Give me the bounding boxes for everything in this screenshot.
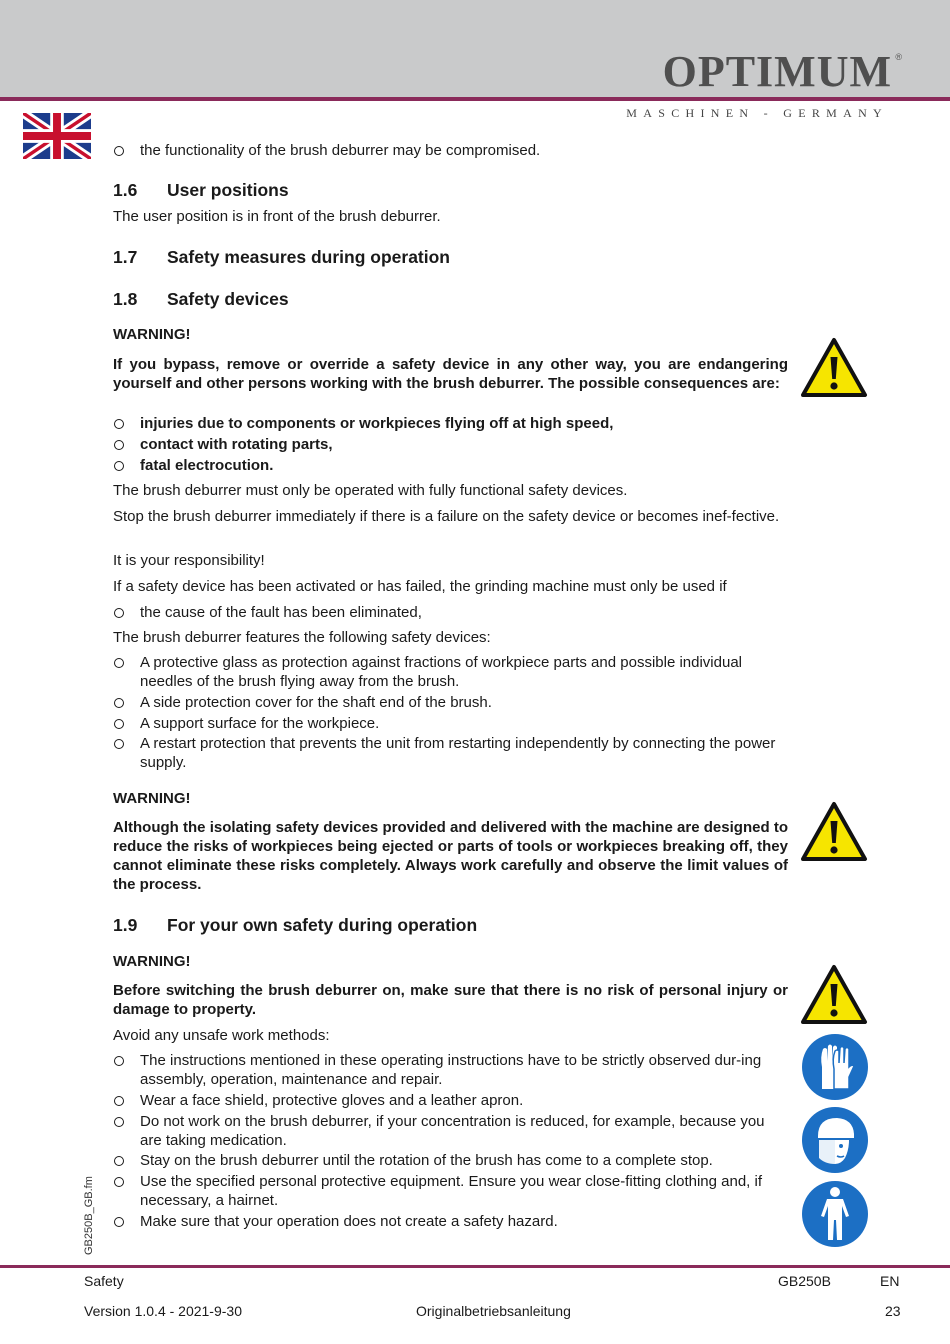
paragraph: If a safety device has been activated or has failed, the grinding machine must only be used if [113,578,727,595]
warning-title: WARNING! [113,326,191,343]
logo-tagline: MASCHINEN - GERMANY [626,106,888,120]
header-rule [0,97,950,101]
list-item: Stay on the brush deburrer until the rotation of the brush has come to a complete stop. [113,1151,788,1170]
warning-triangle-icon [800,337,868,398]
heading-title: User positions [167,180,289,200]
warning-title: WARNING! [113,790,191,807]
list-item: Do not work on the brush deburrer, if your concentration is reduced, for example, because you are taking medication. [113,1112,788,1150]
footer-section: Safety [84,1273,124,1289]
file-code: GB250B_GB.fm [83,1176,95,1255]
paragraph: Stop the brush deburrer immediately if there is a failure on the safety device or becomes inef-fective. [113,508,780,525]
list-item: Use the specified personal protective equipment. Ensure you wear close-fitting clothing and, if necessary, a hairnet. [113,1172,788,1210]
list-item: The instructions mentioned in these operating instructions have to be strictly observed dur-ing assembly, operation, maintenance and repair. [113,1051,788,1089]
face-shield-icon [801,1106,869,1174]
list-item: A side protection cover for the shaft end of the brush. [113,693,788,712]
list-item: fatal electrocution. [113,456,788,475]
list-item: injuries due to components or workpieces flying off at high speed, [113,414,788,433]
list-item: A restart protection that prevents the unit from restarting independently by connecting the power supply. [113,734,788,772]
warning-consequences-list [113,414,788,475]
footer-version: Version 1.0.4 - 2021-9-30 [84,1303,242,1319]
heading-number: 1.8 [113,289,138,309]
protective-clothing-icon [801,1180,869,1248]
page-number: 23 [885,1303,901,1319]
fault-bullet-list [113,603,788,622]
footer-model: GB250B [778,1273,831,1289]
heading-1-7 [113,247,788,267]
safety-devices-list [113,653,788,772]
warning-triangle-icon [800,801,868,862]
paragraph: The brush deburrer must only be operated with fully functional safety devices. [113,482,628,499]
footer-doc-type: Originalbetriebsanleitung [416,1303,571,1319]
list-item: Wear a face shield, protective gloves and a leather apron. [113,1091,788,1110]
paragraph: The brush deburrer features the following safety devices: [113,629,491,646]
list-item: contact with rotating parts, [113,435,788,454]
list-item: A support surface for the workpiece. [113,714,788,733]
unsafe-methods-list [113,1051,788,1231]
paragraph: It is your responsibility! [113,552,265,569]
warning-triangle-icon [800,964,868,1025]
heading-title: Safety measures during operation [167,247,450,267]
footer-rule [0,1265,950,1268]
heading-number: 1.6 [113,180,138,200]
paragraph: The user position is in front of the brush deburrer. [113,208,441,225]
footer-language: EN [880,1273,900,1289]
warning-text: If you bypass, remove or override a safety device in any other way, you are endangering yourself and other persons working with the brush deburrer. The possible consequences are: [113,356,788,392]
list-item: the functionality of the brush deburrer may be compromised. [113,141,788,160]
heading-number: 1.9 [113,915,138,935]
logo-registered-mark: ® [895,52,902,62]
heading-title: For your own safety during operation [167,915,478,935]
heading-1-9 [113,915,788,935]
list-item: Make sure that your operation does not create a safety hazard. [113,1212,788,1231]
top-bullet-list [113,141,788,160]
warning-title: WARNING! [113,953,191,970]
list-item: the cause of the fault has been eliminated, [113,603,788,622]
paragraph: Avoid any unsafe work methods: [113,1027,330,1044]
heading-title: Safety devices [167,289,289,309]
heading-number: 1.7 [113,247,138,267]
heading-1-6 [113,180,788,200]
gloves-icon [801,1033,869,1101]
heading-1-8 [113,289,788,309]
warning-text: Although the isolating safety devices provided and delivered with the machine are designed to reduce the risks of workpieces being ejected or parts of tools or workpieces breaking off, they cannot eliminate these risks completely. Always work carefully and observe the limit values of the process. [113,819,788,893]
list-item: A protective glass as protection against fractions of workpiece parts and possible individual needles of the brush flying away from the brush. [113,653,788,691]
warning-text: Before switching the brush deburrer on, make sure that there is no risk of personal injury or damage to property. [113,982,788,1018]
uk-flag-icon [23,113,91,159]
logo-wordmark: OPTIMUM [662,47,892,96]
optimum-logo [626,47,902,120]
